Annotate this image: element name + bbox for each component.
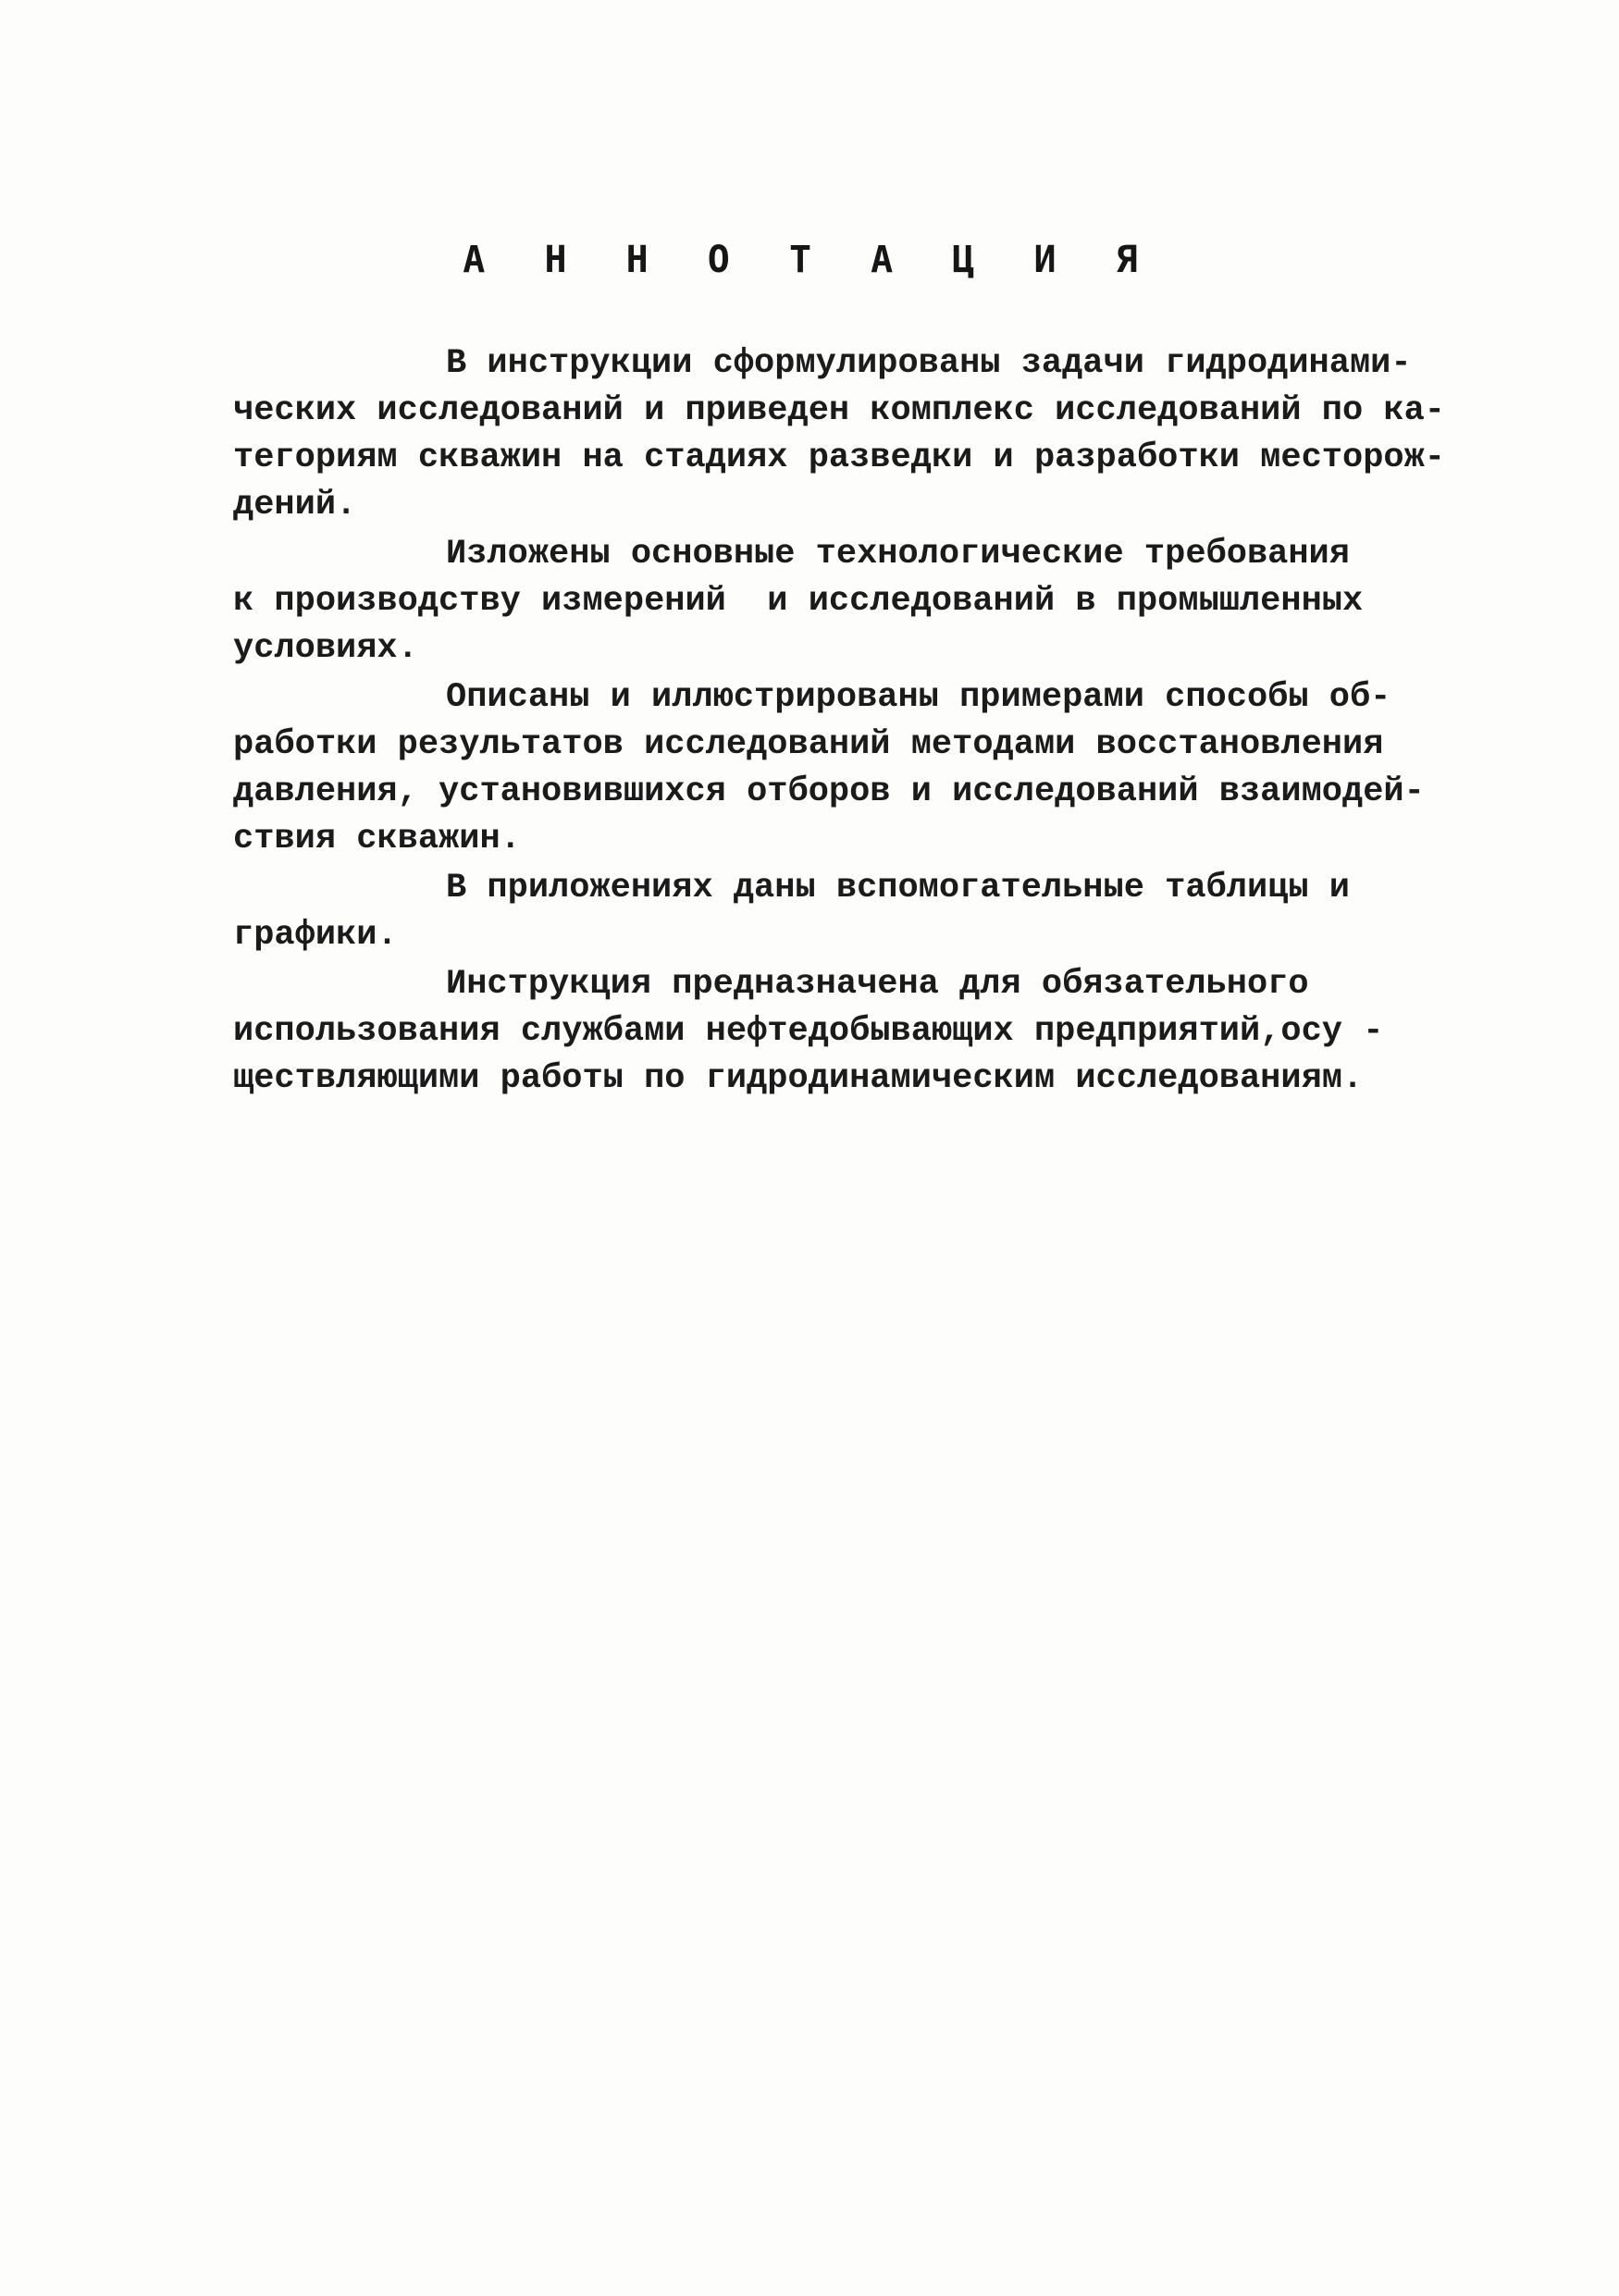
paragraph-line: давления, установившихся отборов и исследований взаимодей-	[233, 772, 1425, 811]
paragraph-line: условиях.	[233, 629, 418, 668]
paragraph	[233, 674, 1425, 863]
paragraph-line: Описаны и иллюстрированы примерами способы об-	[446, 678, 1391, 717]
paragraph-line: ствия скважин.	[233, 820, 521, 858]
paragraph-line: тегориям скважин на стадиях разведки и разработки месторож-	[233, 438, 1446, 477]
paragraph	[233, 340, 1446, 529]
paragraph-line: Изложены основные технологические требования	[446, 535, 1350, 574]
annotation-body	[233, 340, 1446, 1103]
paragraph-line: ществляющими работы по гидродинамическим исследованиям.	[233, 1059, 1364, 1098]
paragraph-line: работки результатов исследований методами восстановления	[233, 725, 1384, 764]
paragraph-line: дений.	[233, 486, 357, 525]
document-title: А Н Н О Т А Ц И Я	[463, 239, 1156, 281]
paragraph-line: использования службами нефтедобывающих предприятий,осу -	[233, 1012, 1384, 1051]
paragraph	[233, 531, 1417, 673]
paragraph	[233, 865, 1417, 959]
paragraph-line: Инструкция предназначена для обязательного	[446, 965, 1309, 1004]
paragraph	[233, 961, 1417, 1103]
paragraph-line: В инструкции сформулированы задачи гидродинами-	[446, 344, 1412, 383]
paragraph-line: ческих исследований и приведен комплекс исследований по ка-	[233, 391, 1446, 430]
paragraph-line: к производству измерений и исследований в промышленных	[233, 582, 1364, 621]
paragraph-line: В приложениях даны вспомогательные таблицы и	[446, 869, 1350, 907]
paragraph-line: графики.	[233, 916, 398, 955]
